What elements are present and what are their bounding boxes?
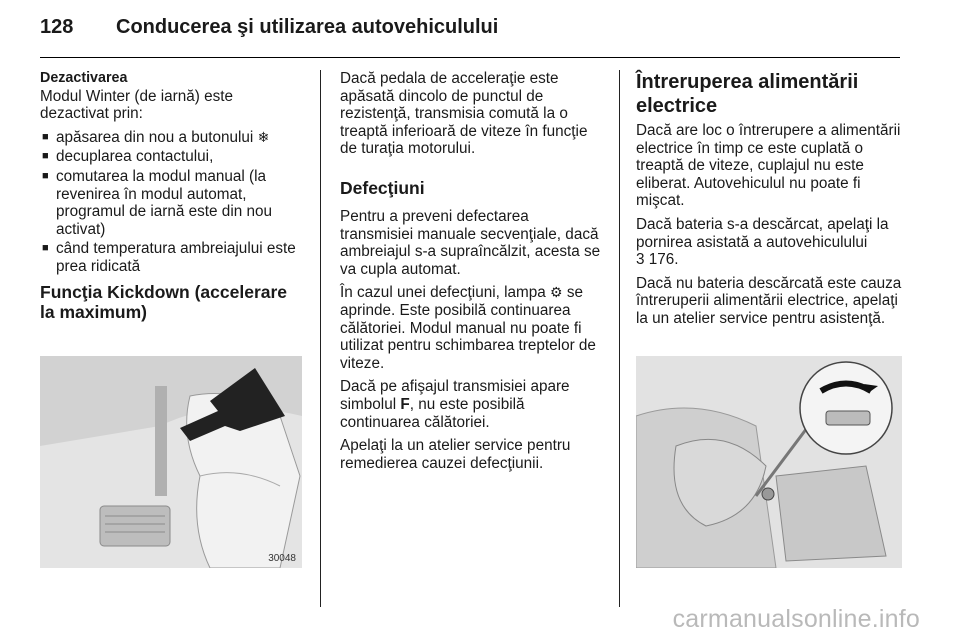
paragraph: Dacă pedala de acceleraţie este apăsată dincolo de punctul de rezistenţă, transmisia comută la o treaptă inferioară de viteze în funcţie de turaţia motorului.: [340, 70, 588, 158]
pedal-drawing: [40, 356, 302, 568]
column-divider: [619, 70, 620, 607]
gearwheel-warning-icon: ⚙: [550, 284, 563, 301]
list-item: ■ apăsarea din nou a butonului ❄: [40, 129, 304, 147]
column-right: [636, 70, 904, 334]
list-item: ■ decuplarea contactului,: [40, 148, 304, 166]
bullet-list: [40, 129, 304, 276]
paragraph: Apelaţi la un atelier service pentru remedierea cauzei defecţiunii.: [340, 437, 571, 472]
page-title: Conducerea şi utilizarea autovehiculului: [116, 16, 499, 38]
list-item: ■ comutarea la modul manual (la revenirea în modul automat, programul de iarnă este din nou activat): [40, 168, 304, 238]
page-reference: 3 176.: [636, 251, 679, 269]
paragraph: În cazul unei defecţiuni, lampa ⚙ se aprinde. Este posibilă continuarea călătoriei. Modul manual nu poate fi utilizat pentru schimbarea treptelor de viteze.: [340, 284, 596, 372]
column-middle: [340, 70, 606, 478]
paragraph: Modul Winter (de iarnă) este dezactivat prin:: [40, 87, 233, 123]
section-heading: Funcţia Kickdown (accelerare la maximum): [40, 281, 288, 322]
column-divider: [320, 70, 321, 607]
kickdown-pedal-illustration: [40, 356, 302, 568]
page-number: 128: [40, 16, 74, 38]
figure-code: 30048: [268, 553, 296, 564]
paragraph: Dacă pe afişajul transmisiei apare simbolul F, nu este posibilă continuarea călătoriei.: [340, 378, 570, 431]
paragraph: Dacă nu bateria descărcată este cauza întreruperii alimentării electrice, apelaţi la un atelier service pentru asistenţă.: [636, 274, 902, 327]
section-heading: Întreruperea alimentării electrice: [636, 71, 859, 117]
transmission-symbol: F: [400, 395, 410, 413]
list-item: ■ când temperatura ambreiajului este prea ridicată: [40, 240, 304, 275]
section-subheading: Dezactivarea: [40, 70, 128, 86]
column-left: [40, 70, 304, 332]
paragraph: Pentru a preveni defectarea transmisiei manuale secvenţiale, dacă ambreiajul s-a supraîncălzit, acesta se va cupla automat.: [340, 207, 601, 278]
section-heading: Defecţiuni: [340, 177, 425, 198]
paragraph: Dacă bateria s-a descărcat, apelaţi la pornirea asistată a autovehiculului 3 176.: [636, 215, 889, 269]
engine-bay-drawing: [636, 356, 902, 568]
paragraph: Dacă are loc o întrerupere a alimentării electrice în timp ce este cuplată o treaptă de viteze, cuplajul nu este eliberat. Autovehiculul nu poate fi mişcat.: [636, 122, 901, 210]
header-rule: [40, 57, 900, 58]
watermark: carmanualsonline.info: [672, 605, 920, 633]
gearbox-release-illustration: [636, 356, 902, 568]
snowflake-icon: ❄: [257, 128, 270, 145]
